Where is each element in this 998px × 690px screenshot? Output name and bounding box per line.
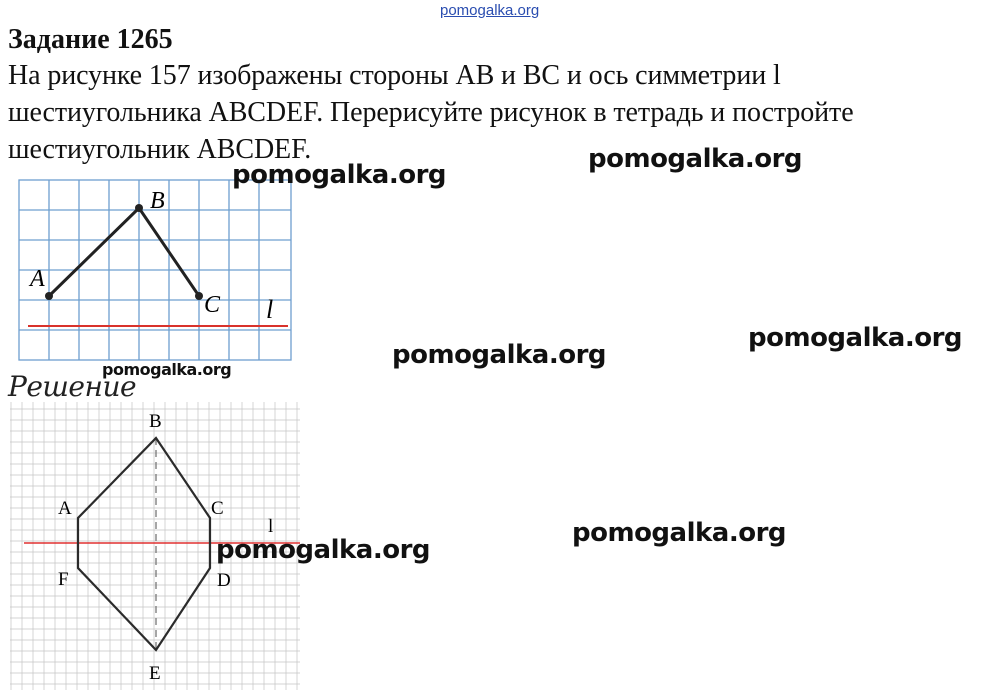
watermark: pomogalka.org xyxy=(588,144,803,174)
label-l: l xyxy=(266,295,274,324)
label-b: B xyxy=(150,188,165,214)
task-text-line-2: шестиугольника ABCDEF. Перерисуйте рисунок в тетрадь и постройте xyxy=(8,97,854,128)
label-c: C xyxy=(211,498,224,519)
label-f: F xyxy=(58,569,69,590)
label-d: D xyxy=(217,570,231,591)
watermark: pomogalka.org xyxy=(216,535,431,565)
watermark: pomogalka.org xyxy=(232,160,447,190)
point-a xyxy=(45,292,53,300)
task-text-line-3: шестиугольник ABCDEF. xyxy=(8,134,312,165)
task-text-line-1: На рисунке 157 изображены стороны AB и BC и ось симметрии l xyxy=(8,60,781,91)
label-a: A xyxy=(30,266,45,292)
label-l: l xyxy=(268,516,274,537)
watermark: pomogalka.org xyxy=(392,340,607,370)
watermark: pomogalka.org xyxy=(102,360,232,379)
label-c: C xyxy=(204,292,221,318)
solution-label: Решение xyxy=(8,370,137,403)
task-title: Задание 1265 xyxy=(8,24,173,55)
label-e: E xyxy=(149,663,161,684)
point-c xyxy=(195,292,203,300)
watermark: pomogalka.org xyxy=(572,518,787,548)
label-a: A xyxy=(58,498,72,519)
point-b xyxy=(135,204,143,212)
figure-157 xyxy=(16,178,296,364)
label-b: B xyxy=(149,411,162,432)
sides-ab-bc xyxy=(49,208,199,296)
watermark: pomogalka.org xyxy=(748,323,963,353)
site-link[interactable]: pomogalka.org xyxy=(440,2,540,19)
